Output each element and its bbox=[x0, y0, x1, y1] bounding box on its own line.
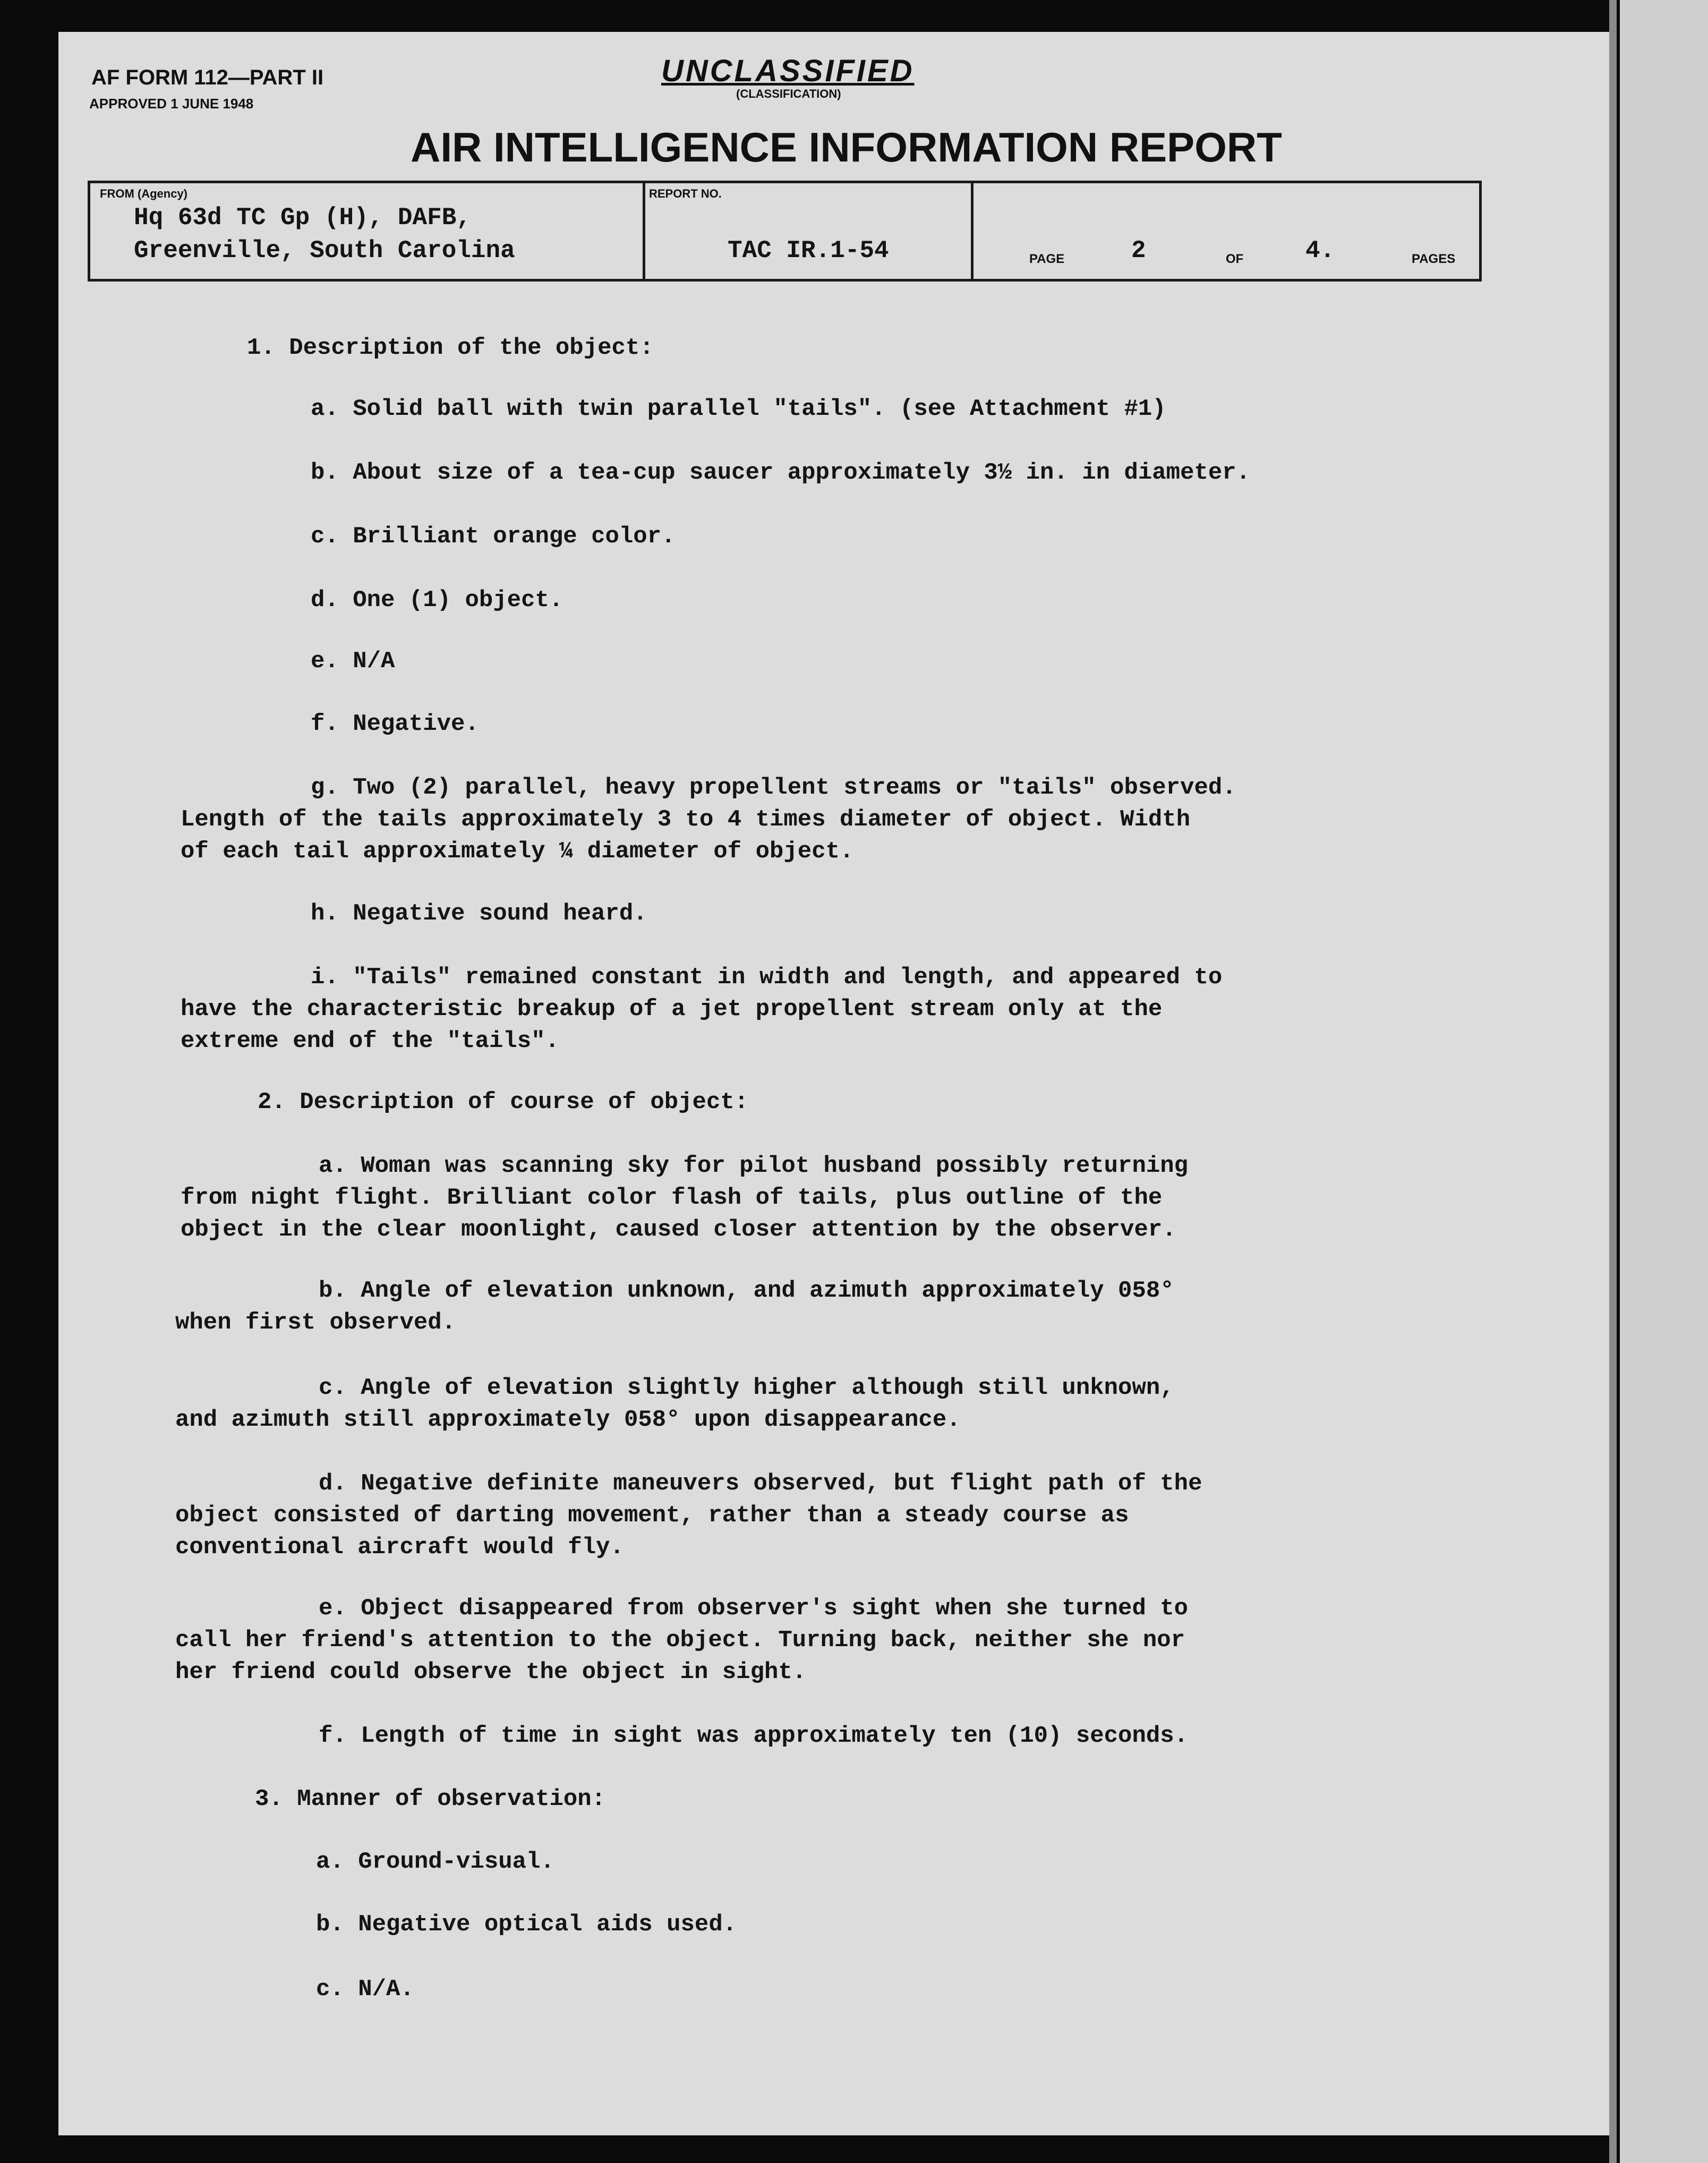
form-id: AF FORM 112—PART II bbox=[91, 66, 324, 89]
report-no: TAC IR.1-54 bbox=[728, 237, 889, 265]
from-line-2: Greenville, South Carolina bbox=[134, 237, 515, 265]
from-label: FROM (Agency) bbox=[100, 187, 187, 200]
item-1g-line-3: of each tail approximately ¼ diameter of object. bbox=[181, 838, 854, 865]
item-1c: c. Brilliant orange color. bbox=[311, 523, 676, 550]
item-1b: b. About size of a tea-cup saucer approximately 3½ in. in diameter. bbox=[311, 459, 1251, 486]
classification-label: (CLASSIFICATION) bbox=[736, 87, 841, 100]
item-2e-line-2: call her friend's attention to the object. Turning back, neither she nor bbox=[175, 1627, 1185, 1654]
item-2d-line-1: d. Negative definite maneuvers observed, but flight path of the bbox=[319, 1470, 1202, 1497]
item-1i-line-1: i. "Tails" remained constant in width and length, and appeared to bbox=[311, 964, 1223, 991]
item-1g-line-2: Length of the tails approximately 3 to 4 times diameter of object. Width bbox=[181, 806, 1191, 833]
item-2a-line-1: a. Woman was scanning sky for pilot husband possibly returning bbox=[319, 1153, 1189, 1179]
item-3b: b. Negative optical aids used. bbox=[316, 1911, 737, 1938]
item-2b-line-2: when first observed. bbox=[175, 1309, 456, 1336]
report-no-label: REPORT NO. bbox=[649, 187, 722, 200]
pages-label: PAGES bbox=[1412, 252, 1456, 266]
section-3-heading: 3. Manner of observation: bbox=[255, 1786, 606, 1812]
item-1g-line-1: g. Two (2) parallel, heavy propellent streams or "tails" observed. bbox=[311, 774, 1236, 801]
page-edge bbox=[1609, 0, 1617, 2163]
item-3a: a. Ground-visual. bbox=[316, 1849, 554, 1875]
item-2e-line-1: e. Object disappeared from observer's sight when she turned to bbox=[319, 1595, 1189, 1622]
form-approved: APPROVED 1 JUNE 1948 bbox=[89, 96, 254, 112]
item-2d-line-2: object consisted of darting movement, rather than a steady course as bbox=[175, 1502, 1129, 1529]
item-3c: c. N/A. bbox=[316, 1976, 414, 2003]
item-2c-line-2: and azimuth still approximately 058° upon disappearance. bbox=[175, 1407, 961, 1433]
total-pages: 4. bbox=[1305, 237, 1335, 265]
item-1f: f. Negative. bbox=[311, 711, 479, 737]
item-2f: f. Length of time in sight was approximately ten (10) seconds. bbox=[319, 1723, 1189, 1749]
item-2c-line-1: c. Angle of elevation slightly higher although still unknown, bbox=[319, 1375, 1174, 1401]
item-1d: d. One (1) object. bbox=[311, 587, 563, 614]
header-divider-2 bbox=[971, 181, 973, 279]
item-1h: h. Negative sound heard. bbox=[311, 900, 647, 927]
section-2-heading: 2. Description of course of object: bbox=[258, 1089, 749, 1115]
item-1i-line-2: have the characteristic breakup of a jet propellent stream only at the bbox=[181, 996, 1163, 1023]
item-2d-line-3: conventional aircraft would fly. bbox=[175, 1534, 624, 1561]
item-2a-line-3: object in the clear moonlight, caused closer attention by the observer. bbox=[181, 1216, 1176, 1243]
page-label: PAGE bbox=[1029, 252, 1065, 266]
item-2a-line-2: from night flight. Brilliant color flash of tails, plus outline of the bbox=[181, 1185, 1163, 1211]
page-number: 2 bbox=[1131, 237, 1146, 265]
report-title: AIR INTELLIGENCE INFORMATION REPORT bbox=[411, 124, 1282, 171]
from-line-1: Hq 63d TC Gp (H), DAFB, bbox=[134, 204, 471, 232]
item-2b-line-1: b. Angle of elevation unknown, and azimuth approximately 058° bbox=[319, 1278, 1174, 1304]
item-1a: a. Solid ball with twin parallel "tails". (see Attachment #1) bbox=[311, 396, 1166, 422]
item-2e-line-3: her friend could observe the object in sight. bbox=[175, 1659, 807, 1685]
classification: UNCLASSIFIED bbox=[661, 54, 915, 88]
section-1-heading: 1. Description of the object: bbox=[247, 335, 654, 361]
scan-margin bbox=[1620, 0, 1708, 2163]
of-label: OF bbox=[1226, 252, 1244, 266]
item-1e: e. N/A bbox=[311, 648, 395, 675]
item-1i-line-3: extreme end of the "tails". bbox=[181, 1028, 559, 1054]
header-divider-1 bbox=[643, 181, 645, 279]
